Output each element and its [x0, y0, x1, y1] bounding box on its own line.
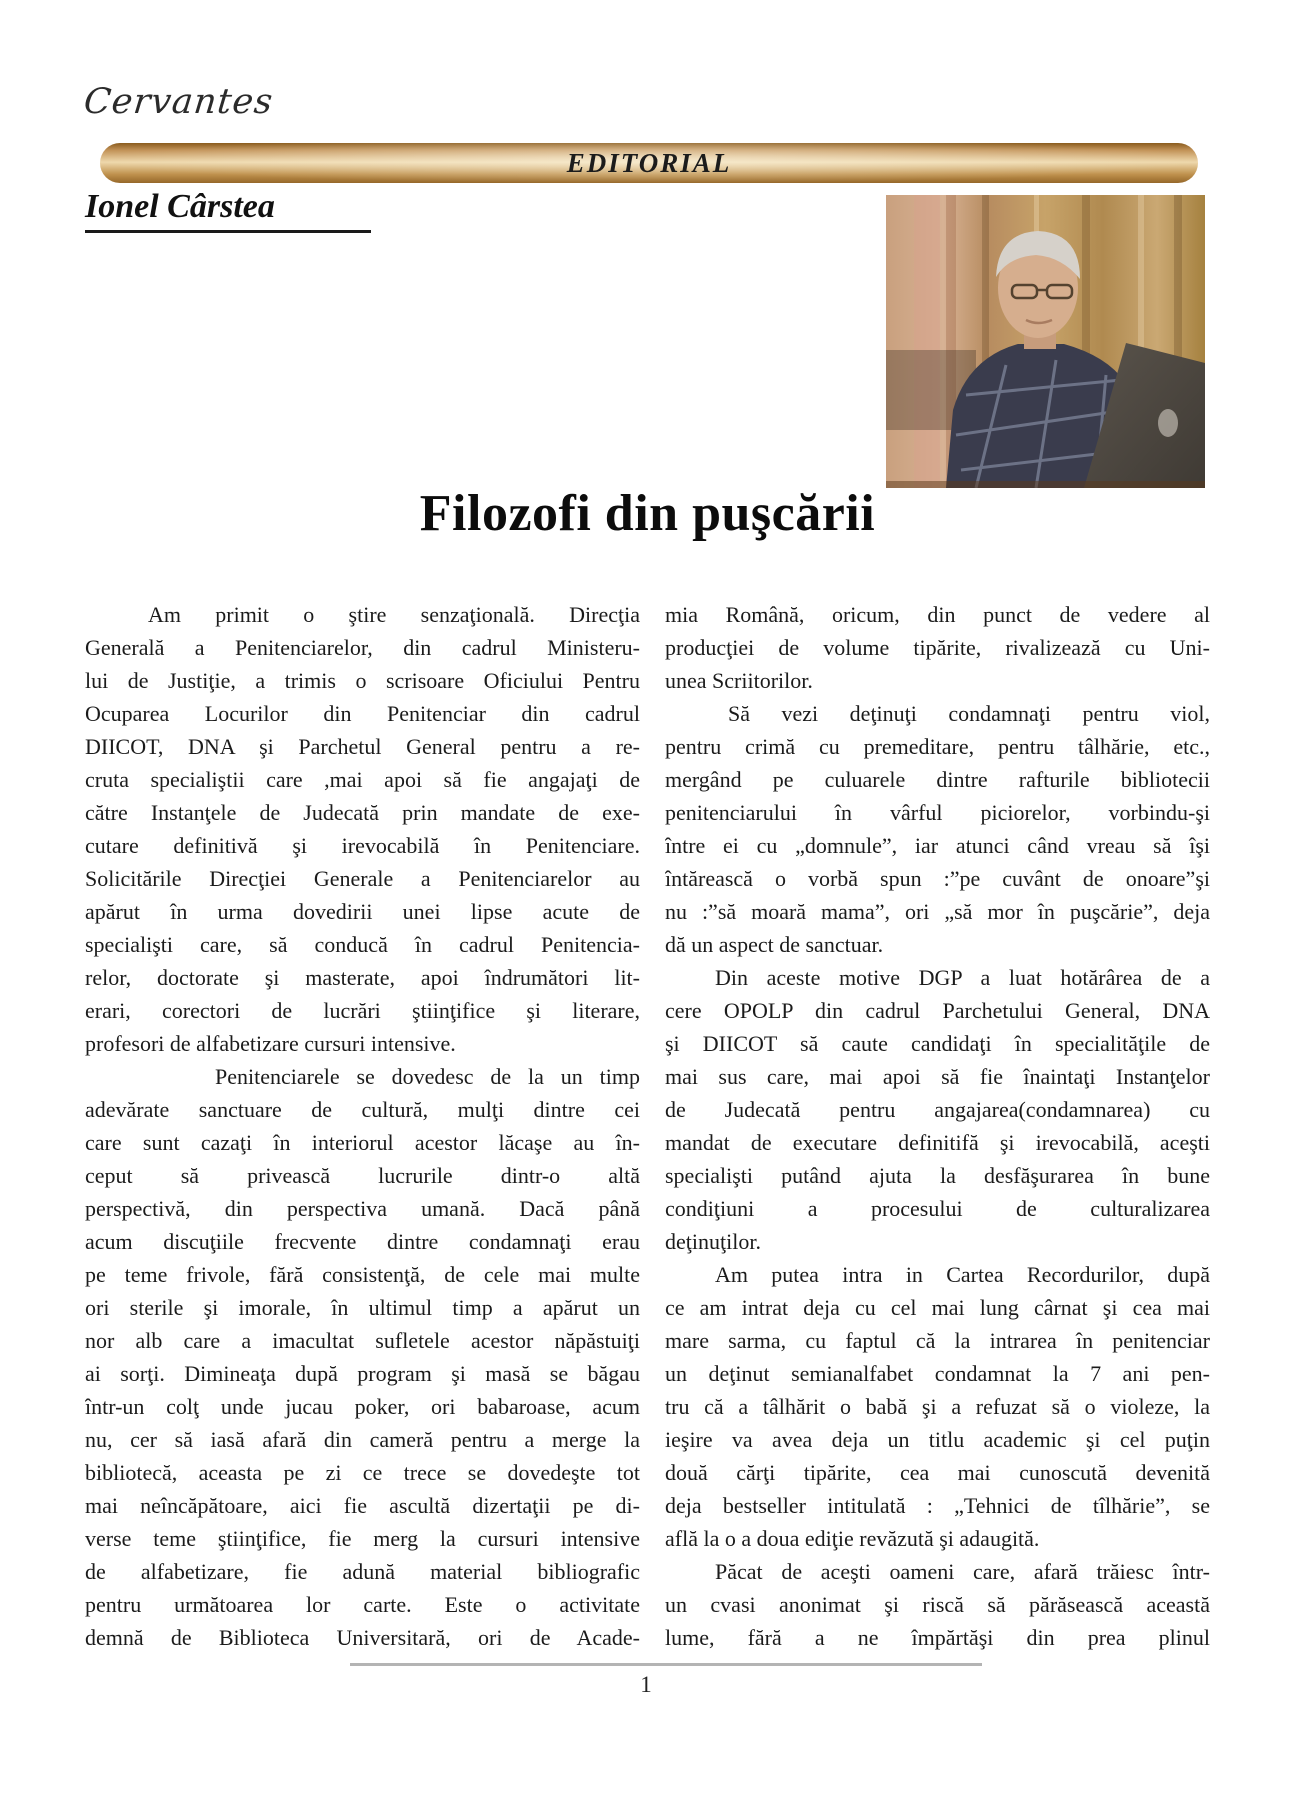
text-line: demnă de Biblioteca Universitară, ori de Acade-: [85, 1625, 640, 1650]
text-line: mai sus care, mai apoi să fie înaintaţi Instanţelor: [665, 1064, 1210, 1089]
text-line: Penitenciarele se dovedesc de la un timp: [215, 1064, 640, 1089]
article-body: [85, 598, 1210, 1654]
text-line: adevărate sanctuare de cultură, mulţi dintre cei: [85, 1097, 640, 1122]
text-line: Am primit o ştire senzaţională. Direcţia: [148, 602, 640, 627]
text-line: mia Română, oricum, din punct de vedere al: [665, 602, 1210, 627]
text-line: lume, fără a ne împărtăşi din prea plinul: [665, 1625, 1210, 1650]
text-line: într-un colţ unde jucau poker, ori babaroase, acum: [85, 1394, 640, 1419]
text-line: întărească o vorbă spun :”pe cuvânt de onoare”şi: [665, 866, 1210, 891]
text-line: producţiei de volume tipărite, rivalizează cu Uni-: [665, 635, 1210, 660]
text-line: pentru următoarea lor carte. Este o activitate: [85, 1592, 640, 1617]
text-line: mai neîncăpătoare, aici fie ascultă dizertaţii pe di-: [85, 1493, 640, 1518]
text-line: mergând pe culuarele dintre rafturile bibliotecii: [665, 767, 1210, 792]
text-line: pe teme frivole, fără consistenţă, de cele mai multe: [85, 1262, 640, 1287]
text-line: ieşire va avea deja un titlu academic şi cel puţin: [665, 1427, 1210, 1452]
text-line: două cărţi tipărite, cea mai cunoscută devenită: [665, 1460, 1210, 1485]
text-line: Generală a Penitenciarelor, din cadrul Ministeru-: [85, 635, 640, 660]
text-line: acum discuţiile frecvente dintre condamnaţi erau: [85, 1229, 640, 1254]
text-line: Ocuparea Locurilor din Penitenciar din cadrul: [85, 701, 640, 726]
paragraph: [665, 697, 1210, 961]
text-line: ai sorţi. Dimineaţa după program şi masă se băgau: [85, 1361, 640, 1386]
text-line: verse teme ştiinţifice, fie merg la cursuri intensive: [85, 1526, 640, 1551]
paragraph: [85, 598, 640, 1060]
section-label: EDITORIAL: [566, 147, 732, 178]
paragraph: [665, 1258, 1210, 1555]
text-line: află la o a doua ediţie revăzută şi adaugită.: [665, 1526, 1040, 1551]
article-title: Filozofi din puşcării: [419, 485, 876, 542]
text-line: unea Scriitorilor.: [665, 668, 813, 693]
text-line: tru că a tâlhărit o babă şi a refuzat să o violeze, la: [665, 1394, 1210, 1419]
text-line: Am putea intra in Cartea Recordurilor, după: [715, 1262, 1210, 1287]
text-line: profesori de alfabetizare cursuri intensive.: [85, 1031, 456, 1056]
text-line: apărut în urma dovedirii unei lipse acute de: [85, 899, 640, 924]
text-line: cutare definitivă şi irevocabilă în Penitenciare.: [85, 833, 640, 858]
text-line: către Instanţele de Judecată prin mandate de exe-: [85, 800, 640, 825]
text-line: Din aceste motive DGP a luat hotărârea de a: [715, 965, 1210, 990]
text-line: specialişti putând ajuta la desfăşurarea în bune: [665, 1163, 1210, 1188]
text-line: relor, doctorate şi masterate, apoi îndrumători lit-: [85, 965, 640, 990]
paragraph: [665, 1555, 1210, 1654]
text-line: mare sarma, cu faptul că la intrarea în penitenciar: [665, 1328, 1210, 1353]
text-line: bibliotecă, aceasta pe zi ce trece se dovedeşte tot: [85, 1460, 640, 1485]
text-line: erari, corectori de lucrări ştiinţifice şi literare,: [85, 998, 640, 1023]
text-line: specialişti care, să conducă în cadrul Penitencia-: [85, 932, 640, 957]
text-line: condiţiuni a procesului de culturalizarea: [665, 1196, 1210, 1221]
paragraph: [85, 1060, 640, 1654]
section-banner: [100, 143, 1198, 183]
text-line: DIICOT, DNA şi Parchetul General pentru a re-: [85, 734, 640, 759]
text-line: Să vezi deţinuţi condamnaţi pentru viol,: [728, 701, 1210, 726]
text-column-left: [85, 598, 640, 1654]
text-line: de Judecată pentru angajarea(condamnarea) cu: [665, 1097, 1210, 1122]
text-line: un deţinut semianalfabet condamnat la 7 ani pen-: [665, 1361, 1210, 1386]
text-line: nu :”să moară mama”, ori „să mor în puşcărie”, deja: [665, 899, 1210, 924]
text-line: între ei cu „domnule”, iar atunci când vreau să îşi: [665, 833, 1210, 858]
text-line: nor alb care a imacultat sufletele acestor năpăstuiţi: [85, 1328, 640, 1353]
text-line: şi DIICOT să caute candidaţi în specialităţile de: [665, 1031, 1210, 1056]
text-line: perspectivă, din perspectiva umană. Dacă până: [85, 1196, 640, 1221]
text-line: Păcat de aceşti oameni care, afară trăiesc într-: [715, 1559, 1210, 1584]
text-line: penitenciarului în vârful piciorelor, vorbindu-şi: [665, 800, 1210, 825]
text-line: cruta specialiştii care ,mai apoi să fie angajaţi de: [85, 767, 640, 792]
text-line: pentru crimă cu premeditare, pentru tâlhărie, etc.,: [665, 734, 1210, 759]
text-line: mandat de executare definitifă şi irevocabilă, aceşti: [665, 1130, 1210, 1155]
text-line: deja bestseller intitulată : „Tehnici de tîlhărie”, se: [665, 1493, 1210, 1518]
text-line: ceput să privească lucrurile dintr-o altă: [85, 1163, 640, 1188]
paragraph: [665, 598, 1210, 697]
text-line: lui de Justiţie, a trimis o scrisoare Oficiului Pentru: [85, 668, 640, 693]
text-column-right: [665, 598, 1210, 1654]
text-line: ce am intrat deja cu cel mai lung cârnat şi cea mai: [665, 1295, 1210, 1320]
page-number: 1: [640, 1672, 652, 1697]
text-line: ori sterile şi imorale, în ultimul timp a apărut un: [85, 1295, 640, 1320]
text-line: de alfabetizare, fie adună material bibliografic: [85, 1559, 640, 1584]
text-line: cere OPOLP din cadrul Parchetului General, DNA: [665, 998, 1210, 1023]
author-photo: [886, 195, 1205, 488]
text-line: dă un aspect de sanctuar.: [665, 932, 884, 957]
author-byline: Ionel Cârstea: [85, 188, 371, 233]
publication-logo: Cervantes: [81, 82, 276, 122]
author-photo-illustration: [886, 195, 1205, 488]
text-line: Solicitările Direcţiei Generale a Penitenciarelor au: [85, 866, 640, 891]
text-line: un cvasi anonimat şi riscă să părăsească această: [665, 1592, 1210, 1617]
paragraph: [665, 961, 1210, 1258]
text-line: deţinuţilor.: [665, 1229, 761, 1254]
text-line: nu, cer să iasă afară din cameră pentru a merge la: [85, 1427, 640, 1452]
text-line: care sunt cazaţi în interiorul acestor lăcaşe au în-: [85, 1130, 640, 1155]
footer-rule: [350, 1663, 982, 1666]
